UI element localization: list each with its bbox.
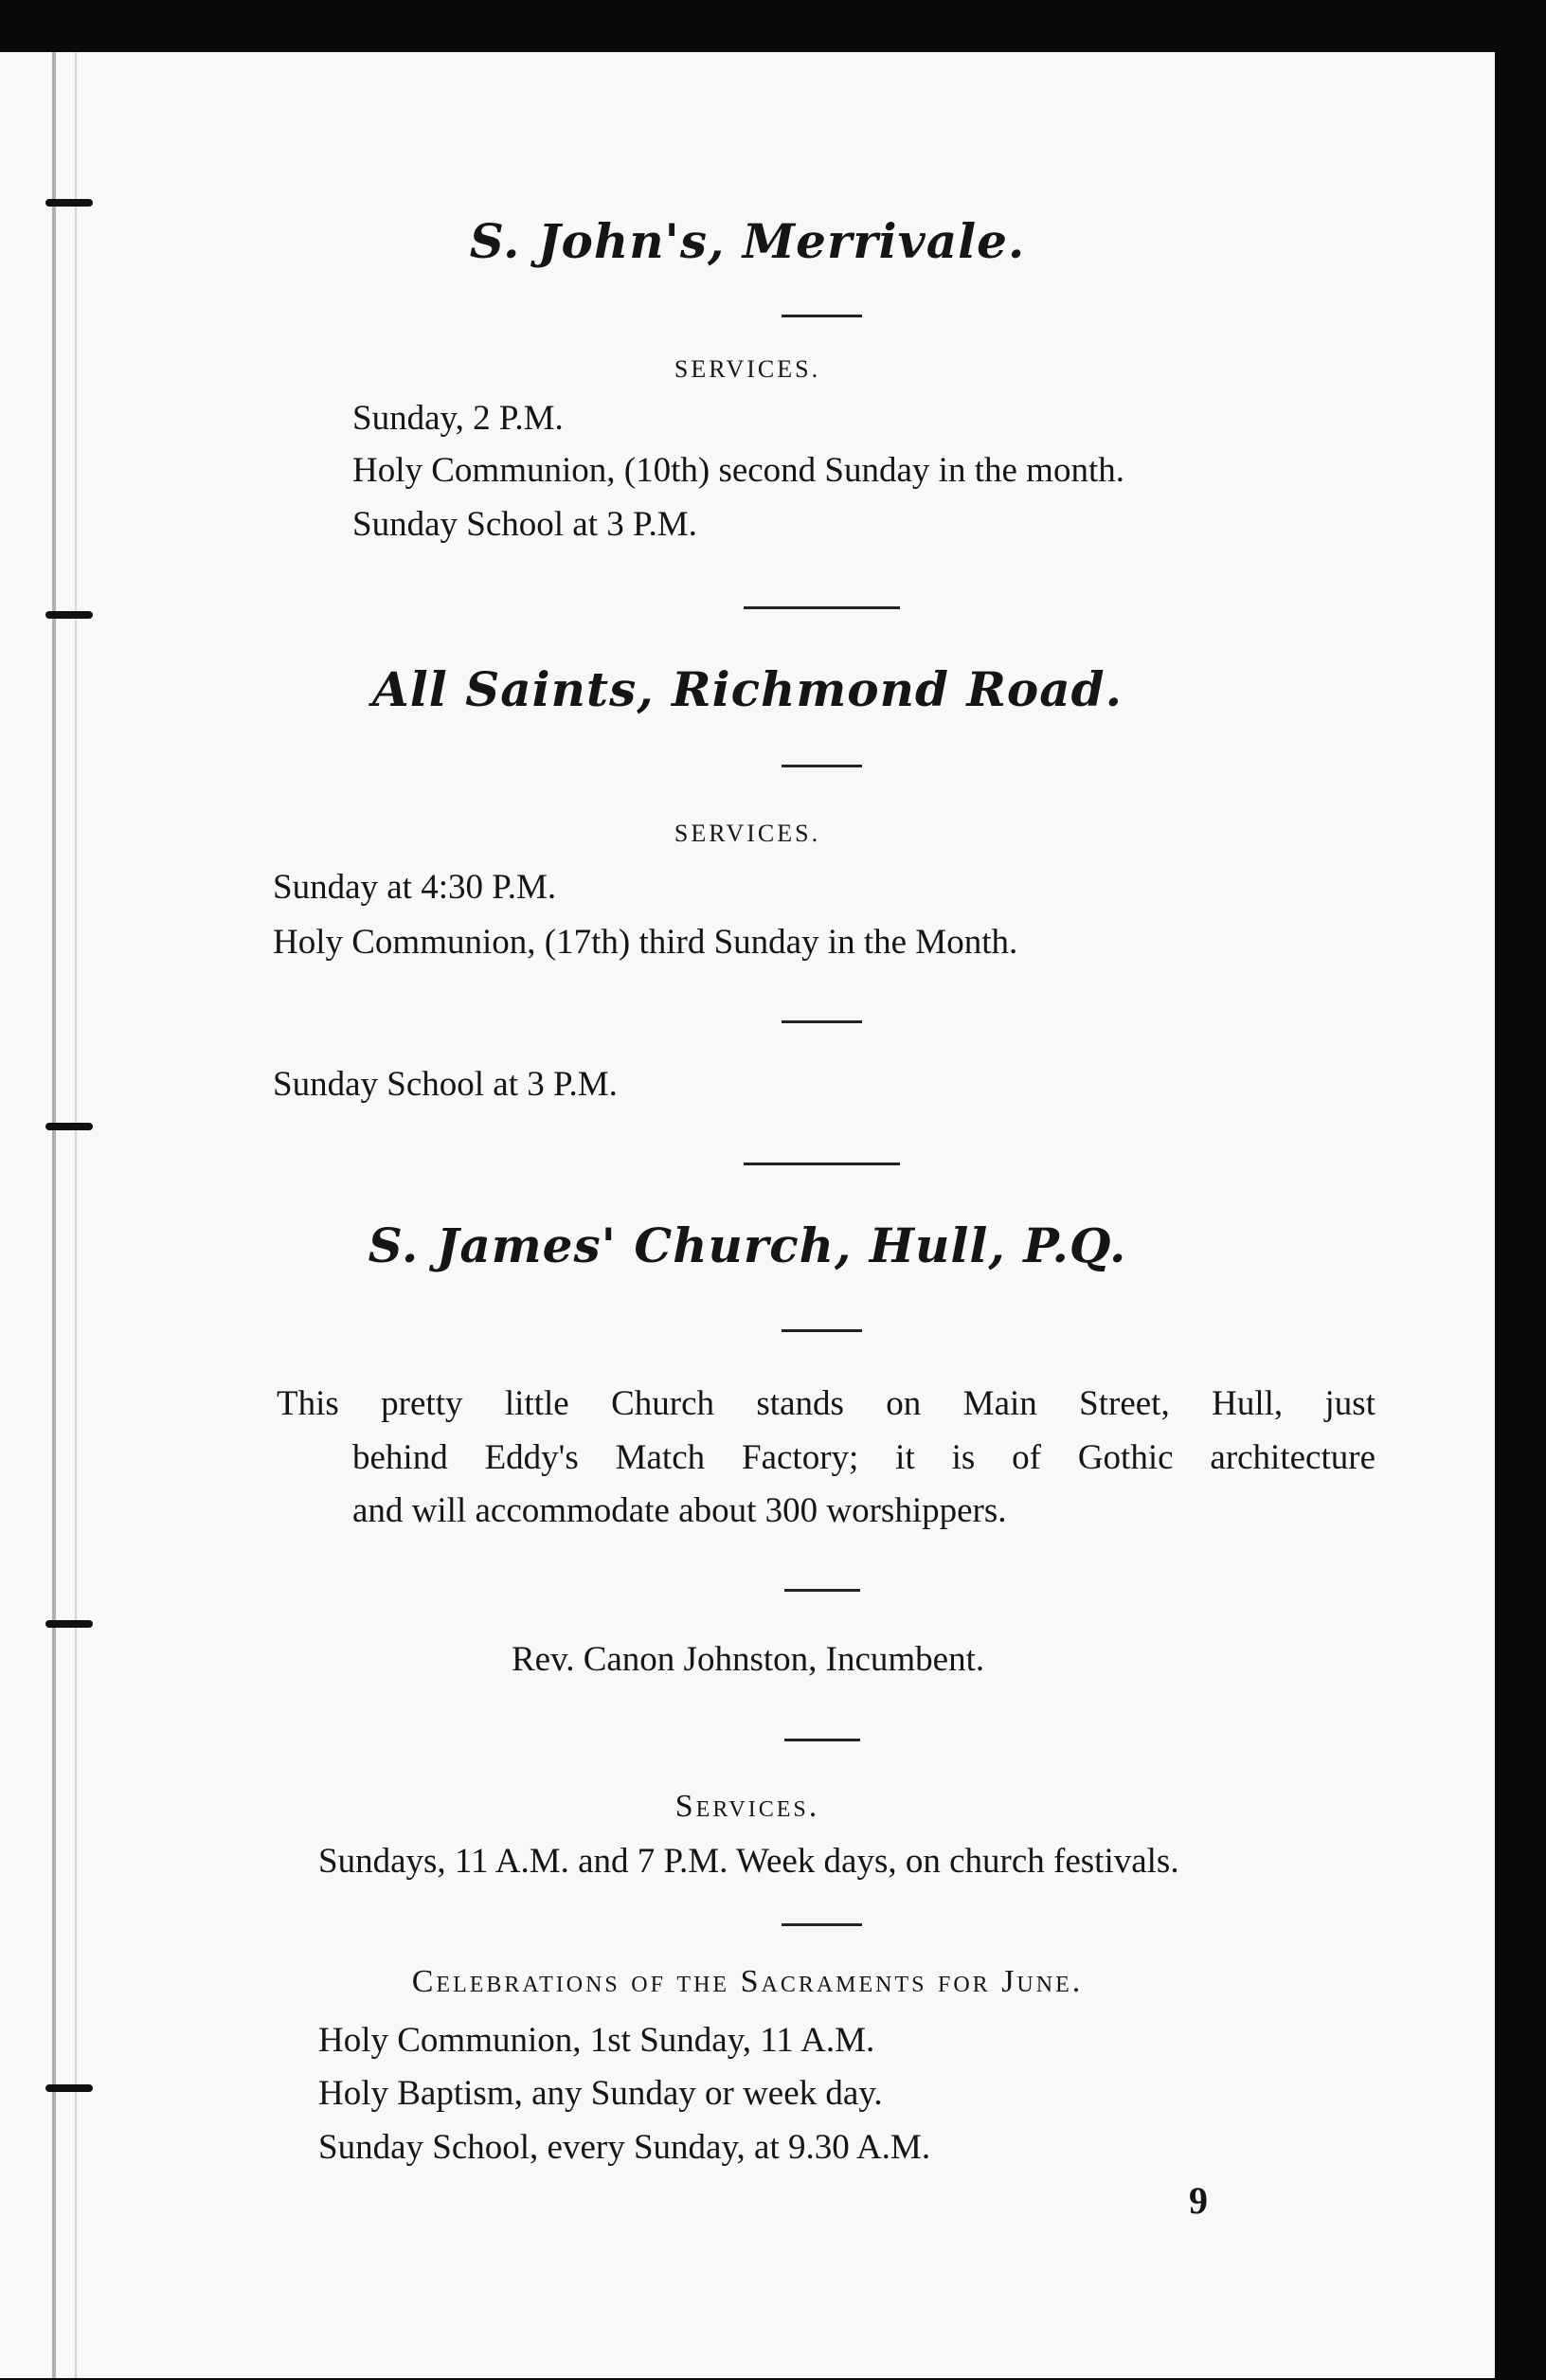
incumbent-line: Rev. Canon Johnston, Incumbent. xyxy=(512,1640,985,1679)
book-page xyxy=(0,52,1495,2378)
service-line: Holy Communion, (17th) third Sunday in the Month. xyxy=(273,923,1018,962)
divider xyxy=(782,765,862,767)
services-label: SERVICES. xyxy=(674,820,821,847)
binding-stitch xyxy=(45,199,93,207)
divider xyxy=(782,1020,862,1023)
section-title-st-james: S. James' Church, Hull, P.Q. xyxy=(368,1217,1127,1273)
section-title-all-saints: All Saints, Richmond Road. xyxy=(371,661,1124,717)
services-label: Services. xyxy=(674,1789,820,1824)
divider xyxy=(784,1739,860,1741)
celebration-line: Holy Communion, 1st Sunday, 11 A.M. xyxy=(318,2021,875,2060)
description-line: behind Eddy's Match Factory; it is of Gothic architecture xyxy=(352,1438,1375,1477)
service-line: Sunday School at 3 P.M. xyxy=(352,505,697,544)
description-line: and will accommodate about 300 worshippers. xyxy=(352,1491,1007,1530)
divider xyxy=(782,1329,862,1332)
divider xyxy=(782,1923,862,1926)
section-divider xyxy=(744,606,900,609)
divider xyxy=(782,315,862,317)
service-line: Sundays, 11 A.M. and 7 P.M. Week days, on church festivals. xyxy=(318,1842,1179,1881)
celebrations-label: Celebrations of the Sacraments for June. xyxy=(411,1964,1084,1999)
section-title-st-johns: S. John's, Merrivale. xyxy=(469,213,1026,269)
service-line: Holy Communion, (10th) second Sunday in the month. xyxy=(352,451,1124,490)
binding-stitch xyxy=(45,2084,93,2092)
service-line: Sunday at 4:30 P.M. xyxy=(273,868,557,907)
divider xyxy=(784,1589,860,1592)
page-number: 9 xyxy=(1189,2179,1208,2222)
section-divider xyxy=(744,1163,900,1165)
celebration-line: Holy Baptism, any Sunday or week day. xyxy=(318,2074,883,2113)
service-line: Sunday, 2 P.M. xyxy=(352,399,564,438)
page-spine-edge xyxy=(52,52,77,2378)
binding-stitch xyxy=(45,1123,93,1130)
description-line: This pretty little Church stands on Main Street, Hull, just xyxy=(277,1384,1375,1423)
binding-stitch xyxy=(45,1620,93,1628)
services-label: SERVICES. xyxy=(674,355,821,383)
celebration-line: Sunday School, every Sunday, at 9.30 A.M. xyxy=(318,2128,931,2167)
service-line: Sunday School at 3 P.M. xyxy=(273,1065,618,1104)
binding-stitch xyxy=(45,611,93,619)
